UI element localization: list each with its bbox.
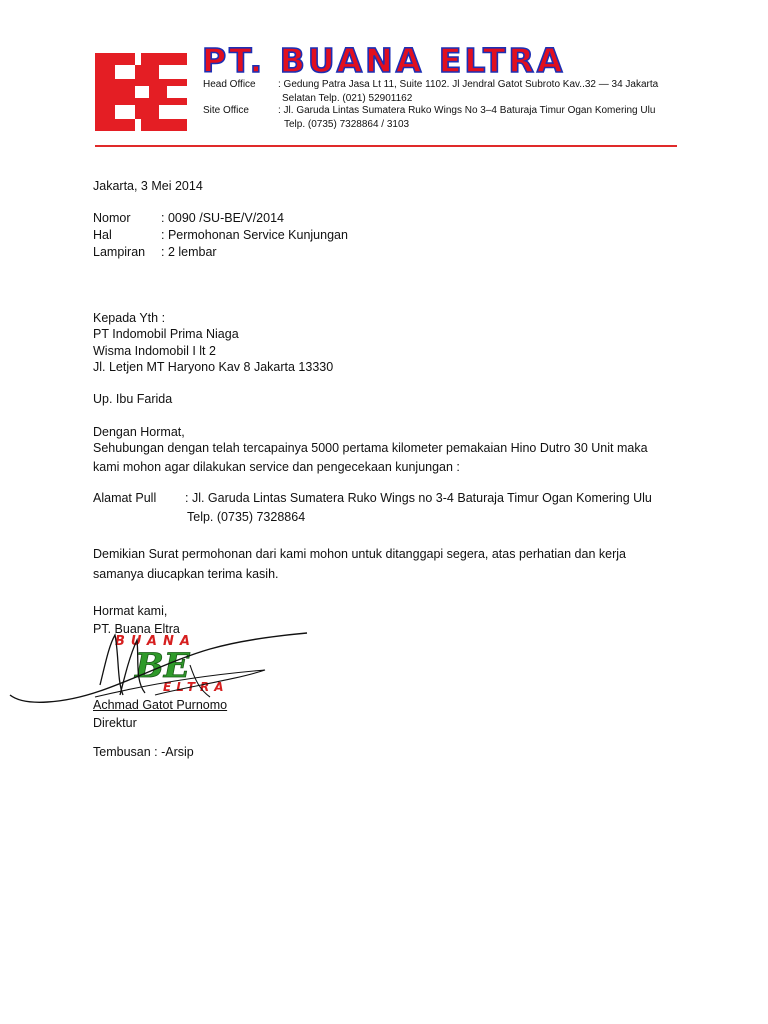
svg-text:ELTRA: ELTRA (163, 680, 229, 694)
pull-address-phone: Telp. (0735) 7328864 (187, 510, 306, 524)
site-office-address: : Jl. Garuda Lintas Sumatera Ruko Wings No 3–4 Baturaja Timur Ogan Komering Ulu (278, 105, 656, 116)
signer-title: Direktur (93, 716, 137, 730)
closing-paragraph-line: Demikian Surat permohonan dari kami mohon untuk ditanggapi segera, atas perhatian dan kerja (93, 547, 626, 561)
letter-date: Jakarta, 3 Mei 2014 (93, 179, 203, 193)
site-office-phone: Telp. (0735) 7328864 / 3103 (284, 119, 410, 130)
recipient-address: Jl. Letjen MT Haryono Kav 8 Jakarta 13330 (93, 360, 334, 374)
meta-label-nomor: Nomor (93, 211, 131, 225)
site-office-label: Site Office (203, 105, 249, 116)
signer-company: PT. Buana Eltra (93, 622, 180, 636)
recipient-building: Wisma Indomobil I lt 2 (93, 344, 216, 358)
body-paragraph-line: Sehubungan dengan telah tercapainya 5000 pertama kilometer pemakaian Hino Dutro 30 Unit maka (93, 441, 648, 455)
meta-value-lampiran: : 2 lembar (161, 245, 217, 259)
body-paragraph-line: kami mohon agar dilakukan service dan pengecekaan kunjungan : (93, 460, 460, 474)
recipient-salutation: Kepada Yth : (93, 311, 166, 325)
head-office-address: : Gedung Patra Jasa Lt 11, Suite 1102. Jl Jendral Gatot Subroto Kav..32 — 34 Jakarta (278, 79, 659, 90)
attention-line: Up. Ibu Farida (93, 392, 173, 406)
letterhead-divider (95, 145, 677, 147)
recipient-name: PT Indomobil Prima Niaga (93, 327, 239, 341)
svg-text:BE: BE (135, 646, 190, 686)
pull-address-label: Alamat Pull (93, 491, 157, 505)
head-office-label: Head Office (203, 79, 256, 90)
meta-value-hal: : Permohonan Service Kunjungan (161, 228, 348, 242)
company-logo (95, 53, 187, 131)
signer-name: Achmad Gatot Purnomo (93, 698, 228, 712)
company-name: PT. BUANA ELTRA (202, 41, 566, 80)
pull-address-value: : Jl. Garuda Lintas Sumatera Ruko Wings no 3-4 Baturaja Timur Ogan Komering Ulu (185, 491, 652, 505)
carbon-copy: Tembusan : -Arsip (93, 745, 194, 759)
head-office-phone: Selatan Telp. (021) 52901162 (282, 93, 413, 104)
meta-value-nomor: : 0090 /SU-BE/V/2014 (161, 211, 284, 225)
signoff: Hormat kami, (93, 604, 168, 618)
meta-label-hal: Hal (93, 228, 112, 242)
closing-paragraph-line: samanya diucapkan terima kasih. (93, 567, 279, 581)
meta-label-lampiran: Lampiran (93, 245, 146, 259)
greeting: Dengan Hormat, (93, 425, 185, 439)
svg-text:BUANA: BUANA (115, 634, 196, 649)
